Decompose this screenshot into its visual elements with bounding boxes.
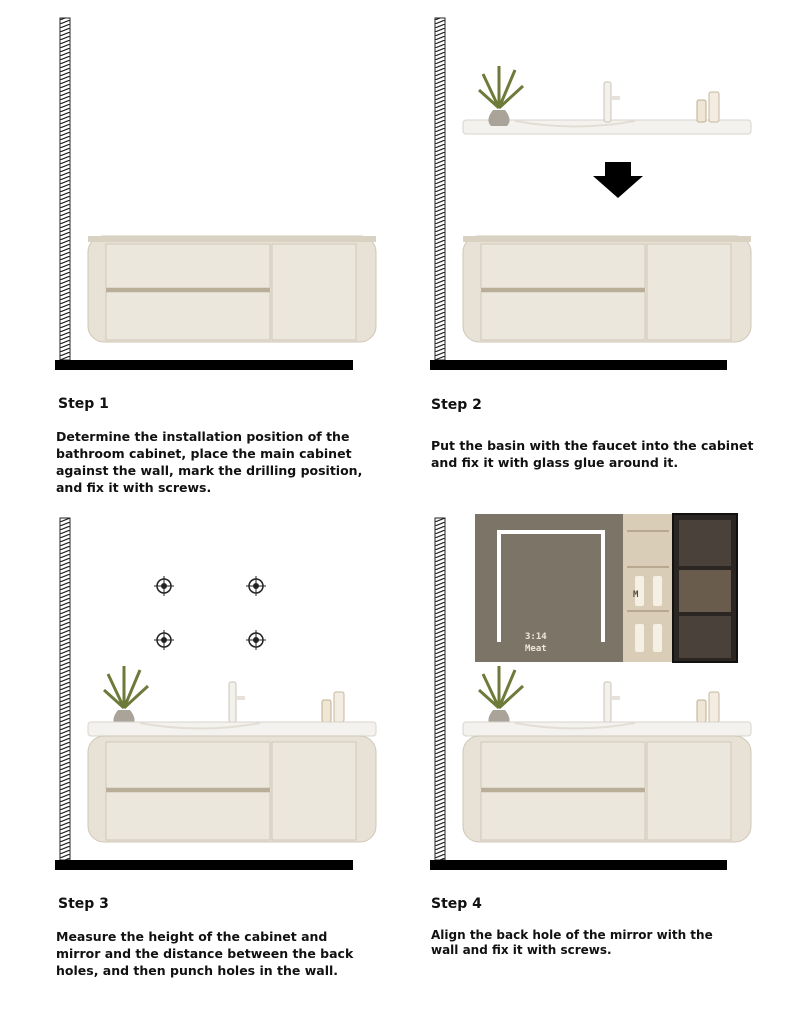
floor <box>55 360 353 370</box>
step-1-panel <box>0 0 395 510</box>
cabinet <box>88 236 376 342</box>
plant-icon <box>479 666 523 726</box>
mirror-clock-label: Meat <box>525 644 547 654</box>
step-4-title: Step 4 <box>431 896 482 912</box>
cabinet <box>88 736 376 842</box>
step-3-panel <box>0 510 395 1020</box>
step-2-illustration <box>395 0 790 510</box>
drill-hole-marker <box>246 576 266 596</box>
step-3-description: Measure the height of the cabinet and mirror and the distance between the back holes, and then punch holes in the wall. <box>56 929 354 978</box>
bottles-icon <box>697 92 719 122</box>
floor <box>430 860 727 870</box>
cabinet <box>463 736 751 842</box>
faucet-icon <box>229 682 245 722</box>
floor <box>430 360 727 370</box>
step-4-description: Align the back hole of the mirror with the wall and fix it with screws. <box>431 928 713 957</box>
step-2-panel <box>395 0 790 510</box>
bottles-icon <box>697 692 719 722</box>
step-2-title: Step 2 <box>431 397 482 413</box>
basin <box>88 722 376 736</box>
down-arrow-icon <box>593 162 643 198</box>
bottle-label: M <box>633 590 639 600</box>
wall <box>60 518 70 860</box>
faucet-icon <box>604 82 620 122</box>
drill-hole-marker <box>154 630 174 650</box>
plant-icon <box>479 66 523 126</box>
faucet-icon <box>604 682 620 722</box>
step-2-description: Put the basin with the faucet into the cabinet and fix it with glass glue around it. <box>431 438 754 470</box>
mirror-clock-time: 3:14 <box>525 632 547 642</box>
basin <box>463 722 751 736</box>
plant-icon <box>104 666 148 726</box>
step-4-panel <box>395 510 790 1020</box>
cabinet <box>463 236 751 342</box>
bottles-icon <box>322 692 344 722</box>
wall <box>435 518 445 860</box>
step-3-title: Step 3 <box>58 896 109 912</box>
floor <box>55 860 353 870</box>
wall <box>435 18 445 360</box>
wall <box>60 18 70 360</box>
drill-hole-marker <box>154 576 174 596</box>
step-1-description: Determine the installation position of the bathroom cabinet, place the main cabinet against the wall, mark the drilling position, and fix it with screws. <box>56 429 363 495</box>
mirror-cabinet <box>475 514 737 662</box>
drill-hole-marker <box>246 630 266 650</box>
step-1-title: Step 1 <box>58 396 109 412</box>
